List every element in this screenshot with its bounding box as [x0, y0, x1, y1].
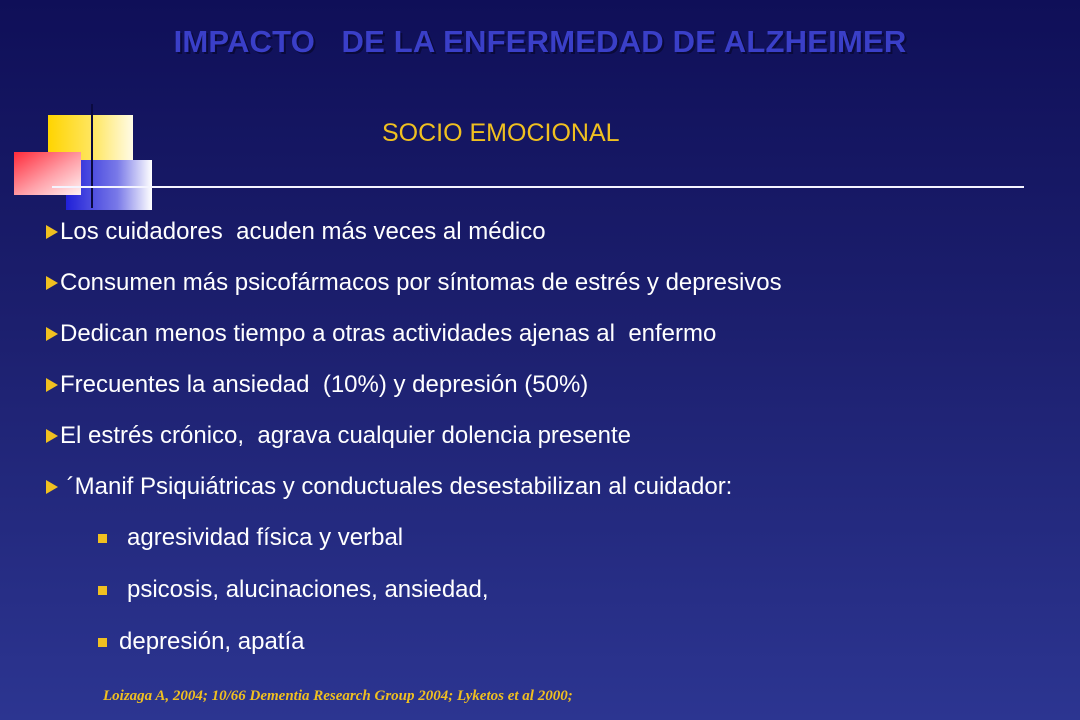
arrowhead-right-icon: [46, 225, 58, 239]
citation: Loizaga A, 2004; 10/66 Dementia Research Group 2004; Lyketos et al 2000;: [103, 688, 573, 704]
logo-red-square: [14, 152, 81, 195]
list-item: [46, 206, 782, 257]
sub-list-item: [98, 512, 489, 564]
slide-subtitle: SOCIO EMOCIONAL: [382, 119, 620, 147]
list-item-text: El estrés crónico, agrava cualquier dolencia presente: [60, 421, 631, 449]
list-item: [46, 257, 782, 308]
square-bullet-icon: [98, 638, 107, 647]
sub-bullet-list: [98, 512, 489, 668]
list-item-text: Los cuidadores acuden más veces al médico: [60, 217, 546, 245]
sub-list-item-text: psicosis, alucinaciones, ansiedad,: [127, 576, 489, 603]
sub-list-item-text: depresión, apatía: [119, 628, 305, 655]
list-item-text: Dedican menos tiempo a otras actividades ajenas al enfermo: [60, 319, 717, 347]
sub-list-item-text: agresividad física y verbal: [127, 524, 404, 551]
list-item-text: Consumen más psicofármacos por síntomas de estrés y depresivos: [60, 268, 782, 296]
arrowhead-right-icon: [46, 378, 58, 392]
list-item: [46, 359, 782, 410]
arrowhead-right-icon: [46, 480, 58, 494]
arrowhead-right-icon: [46, 276, 58, 290]
arrowhead-right-icon: [46, 327, 58, 341]
arrowhead-right-icon: [46, 429, 58, 443]
logo-vertical-line: [91, 104, 93, 208]
list-item: [46, 461, 782, 512]
bullet-list: [46, 206, 782, 512]
sub-list-item: [98, 616, 489, 668]
square-bullet-icon: [98, 586, 107, 595]
slide-title: IMPACTO DE LA ENFERMEDAD DE ALZHEIMER: [173, 24, 907, 59]
list-item: [46, 308, 782, 359]
square-bullet-icon: [98, 534, 107, 543]
divider-line: [52, 186, 1024, 188]
list-item: [46, 410, 782, 461]
list-item-text: Frecuentes la ansiedad (10%) y depresión (50%): [60, 370, 589, 398]
sub-list-item: [98, 564, 489, 616]
list-item-text: ´Manif Psiquiátricas y conductuales desestabilizan al cuidador:: [60, 472, 733, 500]
